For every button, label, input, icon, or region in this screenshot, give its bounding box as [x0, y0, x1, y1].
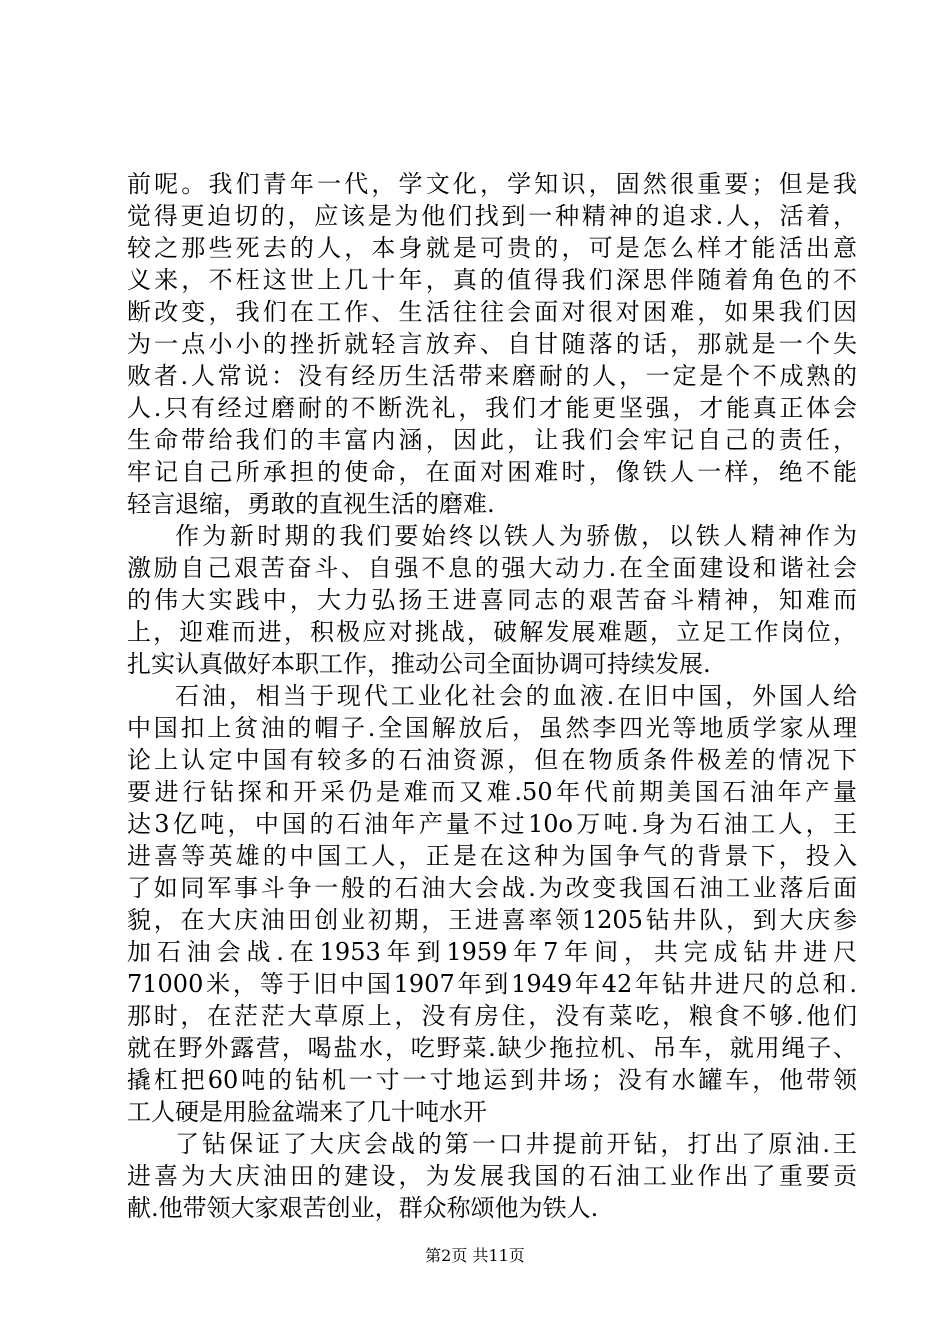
text-line: 败者.人常说：没有经历生活带来磨耐的人，一定是个不成熟的: [127, 362, 857, 390]
text-line: 上，迎难而进，积极应对挑战，破解发展难题，立足工作岗位，: [127, 618, 857, 646]
text-line: 要进行钻探和开采仍是难而又难.50年代前期美国石油年产量: [127, 778, 857, 806]
text-line: 进喜等英雄的中国工人，正是在这种为国争气的背景下，投入: [127, 842, 857, 870]
text-line: 前呢。我们青年一代，学文化，学知识，固然很重要；但是我: [127, 170, 857, 198]
page-number: 第2页 共11页: [425, 1246, 525, 1265]
text-line: 人.只有经过磨耐的不断洗礼，我们才能更坚强，才能真正体会: [127, 394, 857, 422]
text-line: 断改变，我们在工作、生活往往会面对很对困难，如果我们因: [127, 298, 857, 326]
text-line: 中国扣上贫油的帽子.全国解放后，虽然李四光等地质学家从理: [127, 714, 857, 742]
text-line: 为一点小小的挫折就轻言放弃、自甘随落的话，那就是一个失: [127, 330, 857, 358]
text-line: 那时，在茫茫大草原上，没有房住，没有菜吃，粮食不够.他们: [127, 1002, 857, 1030]
text-line: 轻言退缩，勇敢的直视生活的磨难.: [127, 490, 495, 518]
text-line: 貌，在大庆油田创业初期，王进喜率领1205钻井队，到大庆参: [127, 906, 857, 934]
text-line: 石油，相当于现代工业化社会的血液.在旧中国，外国人给: [175, 682, 857, 710]
text-line: 撬杠把60吨的钻机一寸一寸地运到井场；没有水罐车，他带领: [127, 1066, 857, 1094]
text-line: 就在野外露营，喝盐水，吃野菜.缺少拖拉机、吊车，就用绳子、: [127, 1034, 857, 1062]
text-line: 的伟大实践中，大力弘扬王进喜同志的艰苦奋斗精神，知难而: [127, 586, 857, 614]
text-line: 激励自己艰苦奋斗、自强不息的强大动力.在全面建设和谐社会: [127, 554, 857, 582]
text-line: 生命带给我们的丰富内涵，因此，让我们会牢记自己的责任，: [127, 426, 857, 454]
text-line: 71000米，等于旧中国1907年到1949年42年钻井进尺的总和.: [127, 970, 857, 998]
text-line: 觉得更迫切的，应该是为他们找到一种精神的追求.人，活着，: [127, 202, 857, 230]
text-line: 工人硬是用脸盆端来了几十吨水开: [127, 1098, 487, 1126]
text-line: 了如同军事斗争一般的石油大会战.为改变我国石油工业落后面: [127, 874, 857, 902]
text-line: 论上认定中国有较多的石油资源，但在物质条件极差的情况下: [127, 746, 857, 774]
text-line: 进喜为大庆油田的建设，为发展我国的石油工业作出了重要贡: [127, 1162, 857, 1190]
text-line: 较之那些死去的人，本身就是可贵的，可是怎么样才能活出意: [127, 234, 857, 262]
text-line: 牢记自己所承担的使命，在面对困难时，像铁人一样，绝不能: [127, 458, 857, 486]
text-line: 献.他带领大家艰苦创业，群众称颂他为铁人.: [127, 1194, 599, 1222]
text-line: 加石油会战.在1953年到1959年7年间，共完成钻井进尺: [127, 938, 857, 966]
text-line: 扎实认真做好本职工作，推动公司全面协调可持续发展.: [127, 650, 711, 678]
body-text: [127, 168, 857, 1224]
text-line: 义来，不枉这世上几十年，真的值得我们深思伴随着角色的不: [127, 266, 857, 294]
text-line: 了钻保证了大庆会战的第一口井提前开钻，打出了原油.王: [175, 1130, 857, 1158]
text-line: 作为新时期的我们要始终以铁人为骄傲，以铁人精神作为: [175, 522, 857, 550]
text-line: 达3亿吨，中国的石油年产量不过10o万吨.身为石油工人，王: [127, 810, 857, 838]
